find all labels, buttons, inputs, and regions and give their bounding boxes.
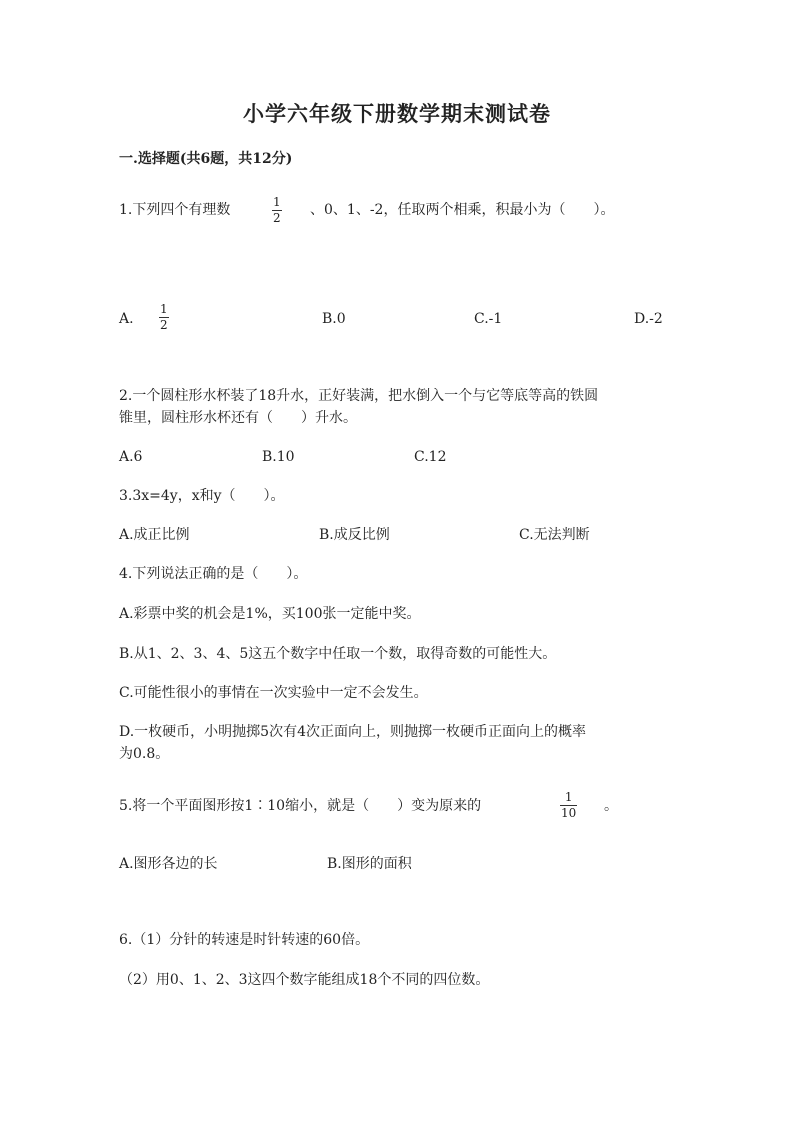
q4-option-b: B.从1、2、3、4、5这五个数字中任取一个数，取得奇数的可能性大。 <box>119 646 557 662</box>
q4-option-c: C.可能性很小的事情在一次实验中一定不会发生。 <box>119 685 428 701</box>
q1-fraction <box>272 196 282 225</box>
q2-option-b: B.10 <box>262 449 295 465</box>
q5-option-b: B.图形的面积 <box>327 856 412 872</box>
q1-option-a-numerator: 1 <box>160 302 168 316</box>
q4-option-d-line1: D.一枚硬币，小明抛掷5次有4次正面向上，则抛掷一枚硬币正面向上的概率 <box>119 724 586 740</box>
q4-option-a: A.彩票中奖的机会是1%，买100张一定能中奖。 <box>119 606 421 622</box>
q2-stem-line2: 锥里，圆柱形水杯还有（ ）升水。 <box>119 410 357 426</box>
page-title: 小学六年级下册数学期末测试卷 <box>243 101 551 126</box>
q5-fraction-denominator: 10 <box>561 806 577 820</box>
q4-option-d-line2: 为0.8。 <box>119 746 170 762</box>
q2-stem-line1: 2.一个圆柱形水杯装了18升水，正好装满，把水倒入一个与它等底等高的铁圆 <box>119 388 599 404</box>
q3-option-a: A.成正比例 <box>119 527 190 543</box>
q3-stem: 3.3x=4y，x和y（ ）。 <box>119 488 285 504</box>
q5-option-a: A.图形各边的长 <box>119 856 218 872</box>
q1-stem-start: 1.下列四个有理数 <box>119 202 231 218</box>
q3-option-c: C.无法判断 <box>519 527 590 543</box>
q1-option-a-denominator: 2 <box>160 318 168 332</box>
q1-option-a-fraction <box>159 303 169 332</box>
q5-fraction <box>560 791 577 820</box>
q4-stem: 4.下列说法正确的是（ ）。 <box>119 566 308 582</box>
q1-stem-end: 、0、1、-2，任取两个相乘，积最小为（ ）。 <box>310 202 615 218</box>
q1-option-b: B.0 <box>322 311 346 327</box>
q5-stem-start: 5.将一个平面图形按1∶10缩小，就是（ ）变为原来的 <box>119 798 482 814</box>
q5-fraction-numerator: 1 <box>564 790 573 804</box>
q2-option-a: A.6 <box>119 449 143 465</box>
q5-stem-end: 。 <box>604 798 618 814</box>
q1-fraction-denominator: 2 <box>273 211 281 225</box>
q1-fraction-numerator: 1 <box>273 195 281 209</box>
q1-option-c: C.-1 <box>474 311 503 327</box>
q6-line1: 6.（1）分针的转速是时针转速的60倍。 <box>119 932 370 948</box>
section-heading: 一.选择题(共6题，共12分) <box>119 151 293 167</box>
q2-option-c: C.12 <box>414 449 447 465</box>
q6-line2: （2）用0、1、2、3这四个数字能组成18个不同的四位数。 <box>119 972 490 988</box>
q1-option-d: D.-2 <box>634 311 663 327</box>
q1-option-a-label: A. <box>119 311 134 327</box>
q3-option-b: B.成反比例 <box>319 527 390 543</box>
